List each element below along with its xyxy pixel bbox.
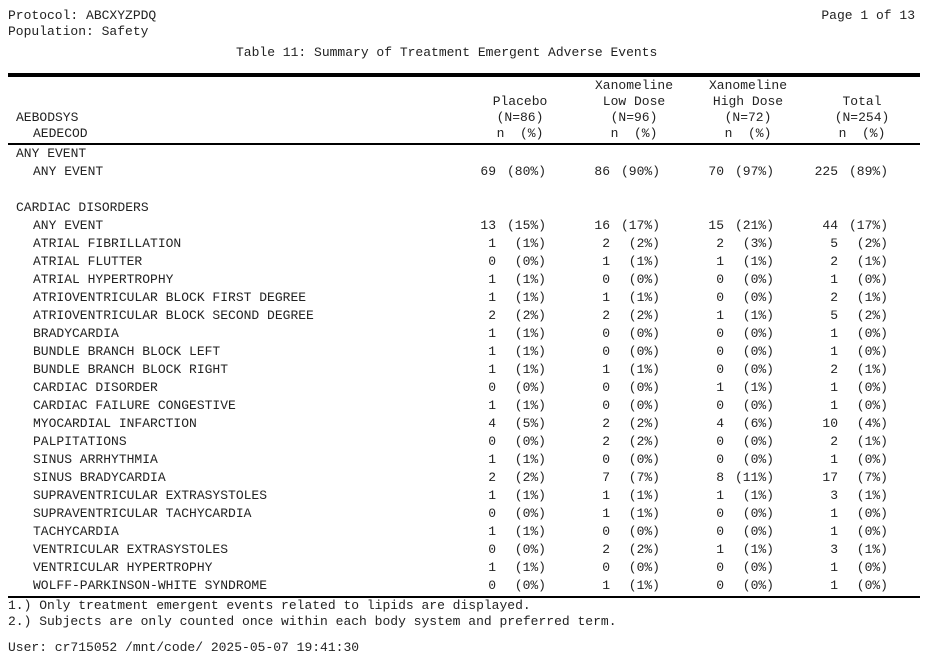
count-cell: 1 [830,380,838,395]
percent-cell: (0%) [628,326,660,341]
count-cell: 2 [602,434,610,449]
count-cell: 1 [830,344,838,359]
count-cell: 2 [830,362,838,377]
percent-cell: (11%) [734,470,774,485]
percent-cell: (0%) [856,560,888,575]
count-cell: 5 [830,308,838,323]
percent-cell: (1%) [628,488,660,503]
percent-cell: (0%) [628,524,660,539]
percent-cell: (1%) [628,578,660,593]
count-cell: 0 [602,344,610,359]
column-header-0-line2: Placebo [492,94,548,109]
body-system-label: CARDIAC DISORDERS [16,200,149,215]
percent-cell: (1%) [514,524,546,539]
percent-cell: (2%) [514,308,546,323]
column-header-1-stat: n (%) [610,126,658,141]
count-cell: 1 [602,362,610,377]
percent-cell: (1%) [742,542,774,557]
count-cell: 1 [488,272,496,287]
percent-cell: (0%) [856,506,888,521]
preferred-term-label: ATRIAL FLUTTER [33,254,143,269]
column-header-1-n: (N=96) [610,110,658,125]
count-cell: 0 [716,362,724,377]
count-cell: 8 [716,470,724,485]
count-cell: 1 [716,488,724,503]
spacer-row [0,181,926,199]
column-header-2-stat: n (%) [724,126,772,141]
count-cell: 3 [830,542,838,557]
table-row [0,307,926,325]
percent-cell: (0%) [742,290,774,305]
count-cell: 1 [488,398,496,413]
count-cell: 3 [830,488,838,503]
percent-cell: (0%) [742,578,774,593]
count-cell: 1 [716,380,724,395]
table-row [0,523,926,541]
percent-cell: (1%) [856,254,888,269]
count-cell: 10 [822,416,838,431]
table-row [0,379,926,397]
count-cell: 69 [480,164,496,179]
table-row [0,289,926,307]
percent-cell: (17%) [620,218,660,233]
count-cell: 2 [488,308,496,323]
preferred-term-label: BUNDLE BRANCH BLOCK LEFT [33,344,221,359]
count-cell: 0 [602,272,610,287]
table-row [0,451,926,469]
column-header-3-stat: n (%) [838,126,886,141]
column-header-2-line1: Xanomeline [708,78,787,93]
count-cell: 1 [602,290,610,305]
percent-cell: (0%) [742,524,774,539]
column-header-1-line2: Low Dose [602,94,666,109]
percent-cell: (2%) [856,236,888,251]
percent-cell: (80%) [506,164,546,179]
preferred-term-label: SUPRAVENTRICULAR EXTRASYSTOLES [33,488,268,503]
count-cell: 70 [708,164,724,179]
percent-cell: (7%) [628,470,660,485]
count-cell: 0 [602,452,610,467]
count-cell: 2 [830,434,838,449]
column-header-2-n: (N=72) [724,110,772,125]
count-cell: 0 [488,578,496,593]
table-row [0,559,926,577]
count-cell: 0 [488,380,496,395]
table-row [0,541,926,559]
percent-cell: (0%) [628,560,660,575]
count-cell: 1 [830,398,838,413]
count-cell: 2 [488,470,496,485]
table-row [0,235,926,253]
count-cell: 1 [488,326,496,341]
preferred-term-label: ATRIOVENTRICULAR BLOCK FIRST DEGREE [33,290,307,305]
percent-cell: (1%) [514,236,546,251]
count-cell: 1 [488,452,496,467]
count-cell: 1 [488,344,496,359]
percent-cell: (0%) [856,452,888,467]
column-header-1-line1: Xanomeline [594,78,673,93]
percent-cell: (1%) [628,506,660,521]
percent-cell: (0%) [856,398,888,413]
percent-cell: (0%) [514,254,546,269]
percent-cell: (1%) [742,254,774,269]
count-cell: 2 [602,542,610,557]
percent-cell: (0%) [742,560,774,575]
count-cell: 225 [814,164,838,179]
count-cell: 2 [602,416,610,431]
count-cell: 2 [602,308,610,323]
count-cell: 0 [602,326,610,341]
column-header-3-n: (N=254) [834,110,890,125]
run-info-footer: User: cr715052 /mnt/code/ 2025-05-07 19:41:30 [8,640,360,655]
percent-cell: (2%) [856,308,888,323]
column-header-2-line2: High Dose [712,94,784,109]
percent-cell: (1%) [628,290,660,305]
count-cell: 1 [830,524,838,539]
top-rule [8,73,920,77]
percent-cell: (97%) [734,164,774,179]
count-cell: 1 [716,254,724,269]
percent-cell: (90%) [620,164,660,179]
count-cell: 0 [602,524,610,539]
body-system-label: ANY EVENT [16,146,87,161]
count-cell: 1 [716,542,724,557]
percent-cell: (1%) [742,488,774,503]
percent-cell: (2%) [628,542,660,557]
percent-cell: (2%) [514,470,546,485]
percent-cell: (1%) [628,362,660,377]
percent-cell: (0%) [742,362,774,377]
count-cell: 0 [488,542,496,557]
percent-cell: (0%) [514,434,546,449]
percent-cell: (6%) [742,416,774,431]
count-cell: 1 [488,290,496,305]
percent-cell: (0%) [742,506,774,521]
percent-cell: (3%) [742,236,774,251]
table-row [0,487,926,505]
count-cell: 1 [488,560,496,575]
preferred-term-label: PALPITATIONS [33,434,127,449]
body-system-row [0,145,926,163]
count-cell: 0 [716,344,724,359]
table-row [0,433,926,451]
percent-cell: (0%) [856,326,888,341]
percent-cell: (2%) [628,308,660,323]
table-row [0,253,926,271]
percent-cell: (1%) [514,560,546,575]
table-row [0,469,926,487]
percent-cell: (1%) [856,488,888,503]
column-header-0-stat: n (%) [496,126,544,141]
count-cell: 1 [602,506,610,521]
percent-cell: (1%) [514,362,546,377]
body-system-row [0,199,926,217]
percent-cell: (0%) [628,380,660,395]
table-row [0,271,926,289]
count-cell: 2 [716,236,724,251]
percent-cell: (1%) [514,326,546,341]
preferred-term-label: SUPRAVENTRICULAR TACHYCARDIA [33,506,252,521]
count-cell: 0 [602,560,610,575]
preferred-term-label: SINUS ARRHYTHMIA [33,452,158,467]
count-cell: 1 [830,272,838,287]
count-cell: 0 [716,524,724,539]
table-row [0,397,926,415]
percent-cell: (0%) [742,452,774,467]
count-cell: 1 [602,488,610,503]
percent-cell: (1%) [514,290,546,305]
count-cell: 0 [716,452,724,467]
preferred-term-label: CARDIAC DISORDER [33,380,158,395]
percent-cell: (89%) [848,164,888,179]
count-cell: 0 [716,560,724,575]
percent-cell: (0%) [856,272,888,287]
column-header-aebodsys: AEBODSYS [16,110,79,125]
percent-cell: (0%) [628,344,660,359]
table-row [0,343,926,361]
column-header-3-line2: Total [842,94,882,109]
count-cell: 0 [716,434,724,449]
percent-cell: (0%) [628,452,660,467]
percent-cell: (0%) [628,272,660,287]
table-row [0,163,926,181]
table-row [0,415,926,433]
percent-cell: (2%) [628,434,660,449]
count-cell: 16 [594,218,610,233]
count-cell: 0 [716,506,724,521]
preferred-term-label: BUNDLE BRANCH BLOCK RIGHT [33,362,229,377]
preferred-term-label: BRADYCARDIA [33,326,119,341]
count-cell: 0 [488,506,496,521]
table-row [0,505,926,523]
table-title: Table 11: Summary of Treatment Emergent Adverse Events [236,45,658,60]
preferred-term-label: MYOCARDIAL INFARCTION [33,416,197,431]
percent-cell: (0%) [514,380,546,395]
count-cell: 2 [602,236,610,251]
percent-cell: (15%) [506,218,546,233]
preferred-term-label: ATRIAL FIBRILLATION [33,236,182,251]
column-header-aedecod: AEDECOD [33,126,88,141]
preferred-term-label: SINUS BRADYCARDIA [33,470,166,485]
preferred-term-label: TACHYCARDIA [33,524,119,539]
count-cell: 17 [822,470,838,485]
percent-cell: (1%) [742,308,774,323]
percent-cell: (0%) [856,380,888,395]
percent-cell: (0%) [742,326,774,341]
count-cell: 0 [602,380,610,395]
percent-cell: (7%) [856,470,888,485]
percent-cell: (0%) [856,578,888,593]
footnote-1: 1.) Only treatment emergent events related to lipids are displayed. [8,598,531,613]
count-cell: 0 [716,326,724,341]
percent-cell: (0%) [742,434,774,449]
count-cell: 44 [822,218,838,233]
population-label: Population: Safety [8,24,149,39]
preferred-term-label: ATRIAL HYPERTROPHY [33,272,174,287]
count-cell: 86 [594,164,610,179]
preferred-term-label: VENTRICULAR HYPERTROPHY [33,560,213,575]
count-cell: 15 [708,218,724,233]
preferred-term-label: VENTRICULAR EXTRASYSTOLES [33,542,229,557]
count-cell: 0 [488,434,496,449]
count-cell: 0 [716,578,724,593]
count-cell: 0 [716,290,724,305]
table-row [0,217,926,235]
count-cell: 0 [716,272,724,287]
count-cell: 1 [830,452,838,467]
count-cell: 5 [830,236,838,251]
percent-cell: (1%) [514,398,546,413]
percent-cell: (1%) [514,452,546,467]
count-cell: 4 [488,416,496,431]
percent-cell: (21%) [734,218,774,233]
percent-cell: (1%) [856,542,888,557]
count-cell: 2 [830,290,838,305]
percent-cell: (2%) [628,236,660,251]
percent-cell: (0%) [514,542,546,557]
percent-cell: (0%) [628,398,660,413]
percent-cell: (1%) [628,254,660,269]
percent-cell: (1%) [856,362,888,377]
preferred-term-label: ANY EVENT [33,218,104,233]
percent-cell: (1%) [856,434,888,449]
column-header-0-n: (N=86) [496,110,544,125]
percent-cell: (1%) [514,272,546,287]
percent-cell: (0%) [514,506,546,521]
count-cell: 13 [480,218,496,233]
table-row [0,577,926,595]
percent-cell: (0%) [742,272,774,287]
preferred-term-label: ANY EVENT [33,164,104,179]
percent-cell: (0%) [742,398,774,413]
percent-cell: (5%) [514,416,546,431]
count-cell: 1 [830,326,838,341]
count-cell: 2 [830,254,838,269]
percent-cell: (4%) [856,416,888,431]
preferred-term-label: ATRIOVENTRICULAR BLOCK SECOND DEGREE [33,308,314,323]
count-cell: 0 [602,398,610,413]
percent-cell: (0%) [742,344,774,359]
percent-cell: (1%) [514,344,546,359]
count-cell: 1 [488,362,496,377]
percent-cell: (17%) [848,218,888,233]
count-cell: 0 [716,398,724,413]
preferred-term-label: CARDIAC FAILURE CONGESTIVE [33,398,236,413]
count-cell: 1 [602,578,610,593]
percent-cell: (2%) [628,416,660,431]
count-cell: 1 [488,488,496,503]
protocol-label: Protocol: ABCXYZPDQ [8,8,157,23]
percent-cell: (1%) [742,380,774,395]
count-cell: 1 [830,578,838,593]
percent-cell: (0%) [514,578,546,593]
page-number: Page 1 of 13 [821,8,915,23]
percent-cell: (0%) [856,524,888,539]
count-cell: 1 [716,308,724,323]
table-row [0,361,926,379]
count-cell: 4 [716,416,724,431]
preferred-term-label: WOLFF-PARKINSON-WHITE SYNDROME [33,578,268,593]
count-cell: 0 [488,254,496,269]
count-cell: 1 [830,506,838,521]
percent-cell: (0%) [856,344,888,359]
count-cell: 1 [602,254,610,269]
percent-cell: (1%) [514,488,546,503]
count-cell: 7 [602,470,610,485]
count-cell: 1 [488,236,496,251]
percent-cell: (1%) [856,290,888,305]
count-cell: 1 [488,524,496,539]
table-row [0,325,926,343]
footnote-2: 2.) Subjects are only counted once within each body system and preferred term. [8,614,617,629]
count-cell: 1 [830,560,838,575]
